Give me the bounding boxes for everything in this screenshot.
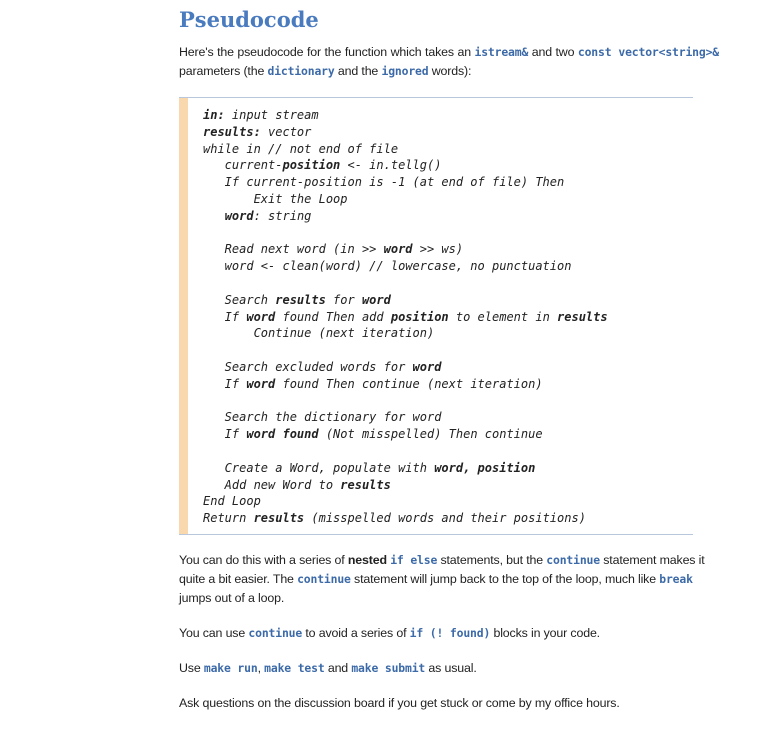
code-text: End Loop <box>203 494 261 509</box>
code-keyword: word <box>224 208 254 223</box>
inline-code: continue <box>248 625 303 640</box>
code-text: Return <box>203 511 254 526</box>
document-content <box>179 0 719 713</box>
code-text: >> ws) <box>412 242 464 257</box>
inline-code: istream& <box>474 45 529 59</box>
code-text: found Then continue (next iteration) <box>275 376 543 391</box>
code-text: Continue (next iteration) <box>203 326 435 341</box>
help-paragraph <box>179 694 719 713</box>
code-text: Add new Word to <box>203 477 341 492</box>
text: jumps out of a loop. <box>179 590 285 605</box>
text: and two <box>528 45 578 59</box>
inline-code: if (! found) <box>409 625 491 640</box>
code-keyword: position <box>390 309 449 324</box>
code-text: : string <box>253 208 312 223</box>
text: to avoid a series of <box>302 625 410 640</box>
inline-code: continue <box>297 571 351 586</box>
inline-code: make test <box>264 660 325 675</box>
code-keyword: results: <box>203 124 261 139</box>
text: statement will jump back to the top of the loop, much like <box>350 571 660 586</box>
code-text: input stream <box>224 108 319 122</box>
text: Ask questions on the discussion board if you get stuck or come by my office hours. <box>179 695 620 710</box>
continue-paragraph <box>179 551 719 608</box>
inline-code: continue <box>546 552 600 567</box>
text: You can do this with a series of <box>179 552 348 567</box>
code-keyword: word <box>383 242 413 257</box>
avoid-paragraph <box>179 624 719 643</box>
pseudocode <box>179 98 693 534</box>
code-text: found Then add <box>275 309 391 324</box>
code-text: for <box>325 292 362 307</box>
section-heading: Pseudocode <box>179 7 319 32</box>
code-text: (Not misspelled) Then continue <box>318 427 543 442</box>
code-keyword: word <box>361 292 391 307</box>
text: blocks in your code. <box>490 625 600 640</box>
code-keyword: results <box>275 292 326 307</box>
intro-paragraph <box>179 43 719 81</box>
inline-code: ignored <box>381 64 429 78</box>
code-text: Search <box>203 292 276 307</box>
text: Here's the pseudocode for the function which takes an <box>179 45 475 59</box>
inline-code: dictionary <box>267 64 335 78</box>
code-text: Create a Word, populate with <box>203 460 435 475</box>
code-keyword: results <box>557 309 608 324</box>
text: statement makes it quite a bit easier. The <box>179 552 705 586</box>
inline-code: make run <box>203 660 258 675</box>
code-text: If <box>203 309 247 324</box>
code-text: If <box>203 427 247 442</box>
code-text: current- <box>203 158 283 173</box>
inline-code: break <box>659 571 693 586</box>
code-text: Search excluded words for <box>203 359 413 374</box>
code-text: <- in.tellg() <box>340 158 442 173</box>
emphasis: nested <box>347 552 387 567</box>
code-text: Search the dictionary for word <box>203 410 442 425</box>
inline-code: const vector<string>& <box>577 45 719 59</box>
make-paragraph <box>179 659 719 678</box>
code-keyword: results <box>340 477 391 492</box>
text: as usual. <box>425 660 477 675</box>
code-text: If <box>203 376 247 391</box>
code-keyword: word <box>246 376 276 391</box>
code-text: vector <box>260 124 312 139</box>
code-text: If current-position is -1 (at end of file) Then <box>203 175 565 190</box>
text: and the <box>334 64 382 78</box>
code-indent <box>203 209 225 223</box>
code-keyword: word found <box>246 427 319 442</box>
text: statements, but the <box>437 552 547 567</box>
text: parameters (the <box>179 64 268 78</box>
text: words): <box>428 64 472 78</box>
code-keyword: word, position <box>434 460 536 475</box>
code-text: to element in <box>448 309 558 324</box>
code-keyword: word <box>246 309 276 324</box>
code-keyword: word <box>412 359 442 374</box>
code-text: Exit the Loop <box>203 191 348 206</box>
text: Use <box>179 660 204 675</box>
code-text: (misspelled words and their positions) <box>304 511 586 526</box>
text: You can use <box>179 625 249 640</box>
code-keyword: in: <box>203 108 225 122</box>
code-text: while in // not end of file <box>203 141 399 156</box>
text: and <box>324 660 352 675</box>
code-keyword: position <box>282 158 341 173</box>
inline-code: if else <box>390 552 438 567</box>
inline-code: make submit <box>351 660 426 675</box>
code-text: Read next word (in >> <box>203 242 384 257</box>
code-text: word <- clean(word) // lowercase, no punctuation <box>203 259 572 274</box>
pseudocode-block <box>179 97 693 535</box>
code-keyword: results <box>253 511 305 526</box>
text: , <box>257 660 265 675</box>
